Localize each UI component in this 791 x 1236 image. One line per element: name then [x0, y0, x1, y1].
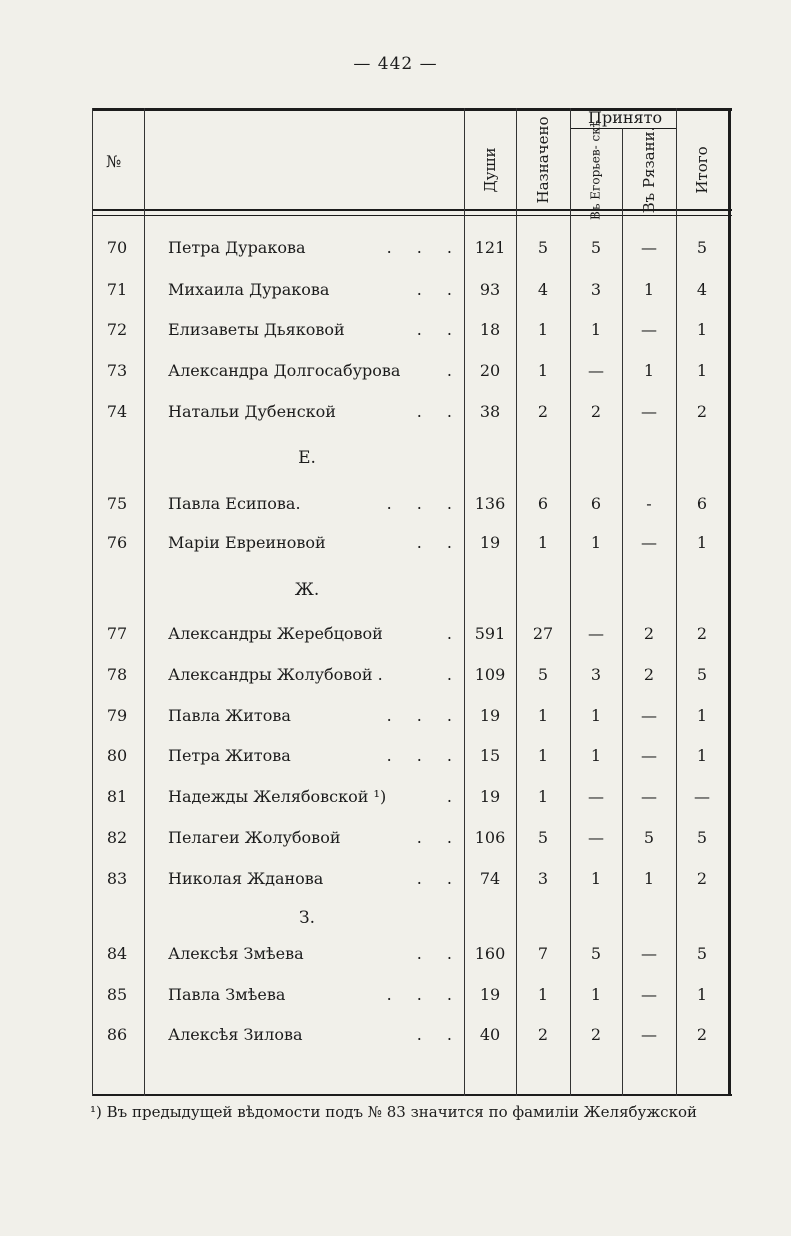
footnote-marker: ¹): [90, 1103, 102, 1121]
row-egorievsk: 3: [590, 280, 602, 299]
table-row: [92, 238, 732, 278]
row-dots: . .: [416, 828, 462, 847]
row-total: 2: [696, 869, 708, 888]
row-ryazan: —: [641, 944, 657, 963]
row-dots: .: [446, 624, 462, 643]
row-name: Петра Дуракова: [168, 238, 306, 257]
row-name: Михаила Дуракова: [168, 280, 330, 299]
row-souls: 18: [479, 320, 501, 339]
row-number: 74: [106, 402, 128, 421]
row-ryazan: —: [641, 787, 657, 806]
row-number: 79: [106, 706, 128, 725]
row-number: 81: [106, 787, 128, 806]
row-ryazan: 5: [643, 828, 655, 847]
row-total: 1: [696, 746, 708, 765]
row-egorievsk: 1: [590, 533, 602, 552]
row-souls: 591: [474, 624, 506, 643]
table-row: [92, 402, 732, 442]
table-row: [92, 320, 732, 360]
row-souls: 19: [479, 787, 501, 806]
row-total: 4: [696, 280, 708, 299]
row-assigned: 7: [537, 944, 549, 963]
row-egorievsk: 1: [590, 985, 602, 1004]
row-ryazan: 2: [643, 624, 655, 643]
row-assigned: 1: [537, 533, 549, 552]
row-egorievsk: —: [588, 828, 604, 847]
table-row: [92, 494, 732, 534]
row-egorievsk: 1: [590, 706, 602, 725]
row-dots: . .: [416, 402, 462, 421]
section-letter: Ж.: [294, 580, 320, 600]
row-name: Николая Жданова: [168, 869, 324, 888]
table-row: [92, 869, 732, 909]
row-ryazan: -: [646, 494, 652, 513]
row-dots: . . .: [386, 238, 462, 257]
row-total: 1: [696, 706, 708, 725]
row-egorievsk: 1: [590, 320, 602, 339]
row-assigned: 5: [537, 238, 549, 257]
row-assigned: 5: [537, 828, 549, 847]
row-souls: 160: [474, 944, 506, 963]
row-dots: . .: [416, 533, 462, 552]
row-assigned: 6: [537, 494, 549, 513]
row-total: 5: [696, 944, 708, 963]
row-ryazan: —: [641, 1025, 657, 1044]
row-number: 70: [106, 238, 128, 257]
row-name: Павла Есипова.: [168, 494, 301, 513]
row-total: 6: [696, 494, 708, 513]
row-ryazan: —: [641, 746, 657, 765]
row-ryazan: 2: [643, 665, 655, 684]
row-dots: . .: [416, 1025, 462, 1044]
table-row: [92, 665, 732, 705]
row-number: 71: [106, 280, 128, 299]
header-total: Итого: [693, 146, 711, 194]
row-assigned: 2: [537, 402, 549, 421]
row-total: 1: [696, 361, 708, 380]
records-table: [92, 108, 732, 1098]
row-souls: 106: [474, 828, 506, 847]
row-dots: . . .: [386, 746, 462, 765]
row-assigned: 3: [537, 869, 549, 888]
row-name: Надежды Желябовской ¹): [168, 787, 387, 806]
row-ryazan: 1: [643, 869, 655, 888]
row-total: 5: [696, 665, 708, 684]
section-letter: Е.: [298, 448, 316, 468]
header-souls: Души: [481, 147, 499, 193]
header-accepted: Принято: [588, 108, 663, 127]
table-row: [92, 624, 732, 664]
row-total: 2: [696, 1025, 708, 1044]
row-number: 84: [106, 944, 128, 963]
row-ryazan: 1: [643, 361, 655, 380]
row-ryazan: —: [641, 706, 657, 725]
row-name: Александра Долгосабурова: [168, 361, 401, 380]
table-row: [92, 706, 732, 746]
row-souls: 38: [479, 402, 501, 421]
row-egorievsk: 3: [590, 665, 602, 684]
table-row: [92, 533, 732, 573]
table-row: [92, 746, 732, 786]
table-row: [92, 985, 732, 1025]
row-name: Павла Житова: [168, 706, 291, 725]
row-souls: 40: [479, 1025, 501, 1044]
row-assigned: 27: [532, 624, 554, 643]
row-dots: .: [446, 787, 462, 806]
row-souls: 93: [479, 280, 501, 299]
header-in-ryazan: Въ Рязани.: [640, 126, 658, 214]
row-name: Алексѣя Зилова: [168, 1025, 303, 1044]
row-name: Елизаветы Дьяковой: [168, 320, 345, 339]
header-bottom-rule-2: [92, 215, 732, 216]
section-letter: З.: [299, 908, 315, 928]
footnote-text: Въ предыдущей вѣдомости подъ № 83 значится по фамиліи Желябужской: [106, 1103, 697, 1121]
row-number: 75: [106, 494, 128, 513]
row-name: Петра Житова: [168, 746, 291, 765]
row-egorievsk: 2: [590, 402, 602, 421]
row-total: —: [694, 787, 710, 806]
row-ryazan: —: [641, 533, 657, 552]
table-row: [92, 1025, 732, 1065]
row-egorievsk: 5: [590, 944, 602, 963]
row-total: 1: [696, 985, 708, 1004]
row-egorievsk: 2: [590, 1025, 602, 1044]
row-dots: . . .: [386, 985, 462, 1004]
row-number: 82: [106, 828, 128, 847]
row-souls: 19: [479, 985, 501, 1004]
row-total: 5: [696, 828, 708, 847]
table-bottom-rule: [92, 1094, 732, 1096]
page-number: — 442 —: [353, 54, 438, 74]
row-egorievsk: 5: [590, 238, 602, 257]
row-assigned: 1: [537, 985, 549, 1004]
row-number: 77: [106, 624, 128, 643]
row-number: 76: [106, 533, 128, 552]
header-number-sign: №: [106, 152, 122, 171]
table-row: [92, 361, 732, 401]
table-row: [92, 828, 732, 868]
row-assigned: 1: [537, 787, 549, 806]
row-name: Пелагеи Жолубовой: [168, 828, 341, 847]
table-row: [92, 787, 732, 827]
row-egorievsk: —: [588, 787, 604, 806]
row-ryazan: 1: [643, 280, 655, 299]
row-souls: 19: [479, 706, 501, 725]
row-souls: 74: [479, 869, 501, 888]
row-dots: . . .: [386, 706, 462, 725]
row-dots: . .: [416, 280, 462, 299]
row-dots: .: [446, 361, 462, 380]
row-total: 2: [696, 624, 708, 643]
row-egorievsk: 1: [590, 746, 602, 765]
row-ryazan: —: [641, 985, 657, 1004]
row-souls: 109: [474, 665, 506, 684]
row-ryazan: —: [641, 238, 657, 257]
accepted-underline: [570, 128, 676, 129]
table-row: [92, 944, 732, 984]
header-bottom-rule: [92, 209, 732, 211]
row-dots: . .: [416, 869, 462, 888]
row-souls: 19: [479, 533, 501, 552]
row-name: Павла Змѣева: [168, 985, 286, 1004]
row-number: 83: [106, 869, 128, 888]
row-name: Алексѣя Змѣева: [168, 944, 304, 963]
row-assigned: 1: [537, 746, 549, 765]
row-number: 86: [106, 1025, 128, 1044]
header-in-egorievsk: Въ Егорьев- скѣ: [588, 120, 603, 220]
row-dots: . .: [416, 944, 462, 963]
row-number: 78: [106, 665, 128, 684]
header-assigned: Назначено: [534, 116, 552, 204]
row-total: 1: [696, 533, 708, 552]
row-assigned: 2: [537, 1025, 549, 1044]
row-assigned: 1: [537, 706, 549, 725]
row-total: 2: [696, 402, 708, 421]
row-dots: . . .: [386, 494, 462, 513]
row-name: Александры Жолубовой .: [168, 665, 383, 684]
row-total: 5: [696, 238, 708, 257]
row-ryazan: —: [641, 402, 657, 421]
row-ryazan: —: [641, 320, 657, 339]
row-dots: .: [446, 665, 462, 684]
row-souls: 136: [474, 494, 506, 513]
row-souls: 15: [479, 746, 501, 765]
row-assigned: 4: [537, 280, 549, 299]
row-egorievsk: —: [588, 361, 604, 380]
row-egorievsk: 1: [590, 869, 602, 888]
row-number: 80: [106, 746, 128, 765]
row-souls: 20: [479, 361, 501, 380]
row-name: Маріи Евреиновой: [168, 533, 326, 552]
row-egorievsk: —: [588, 624, 604, 643]
row-assigned: 1: [537, 361, 549, 380]
footnote: [90, 1102, 730, 1122]
row-egorievsk: 6: [590, 494, 602, 513]
row-assigned: 1: [537, 320, 549, 339]
row-assigned: 5: [537, 665, 549, 684]
row-dots: . .: [416, 320, 462, 339]
row-total: 1: [696, 320, 708, 339]
row-number: 85: [106, 985, 128, 1004]
row-number: 73: [106, 361, 128, 380]
row-name: Натальи Дубенской: [168, 402, 336, 421]
row-number: 72: [106, 320, 128, 339]
row-name: Александры Жеребцовой: [168, 624, 383, 643]
table-row: [92, 280, 732, 320]
row-souls: 121: [474, 238, 506, 257]
